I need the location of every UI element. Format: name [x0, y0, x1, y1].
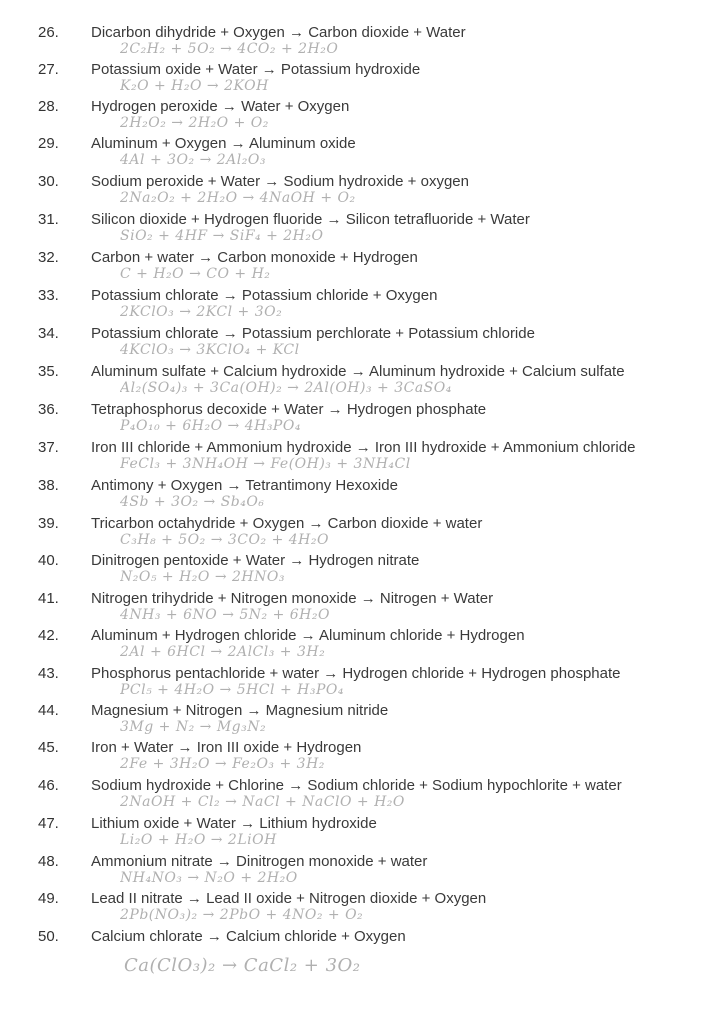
item-number: 43.: [38, 665, 59, 682]
item-prompt: Aluminum sulfate + Calcium hydroxide → Aluminum hydroxide + Calcium sulfate: [91, 363, 625, 380]
item-answer: Li₂O + H₂O → 2LiOH: [120, 832, 277, 848]
item-prompt: Potassium oxide + Water → Potassium hydroxide: [91, 61, 421, 78]
item-number: 38.: [38, 477, 59, 494]
item-33: [0, 287, 728, 325]
item-prompt: Phosphorus pentachloride + water → Hydrogen chloride + Hydrogen phosphate: [91, 665, 621, 682]
item-prompt: Hydrogen peroxide → Water + Oxygen: [91, 98, 350, 115]
item-answer: SiO₂ + 4HF → SiF₄ + 2H₂O: [120, 228, 324, 244]
item-29: [0, 135, 728, 173]
item-answer: 2C₂H₂ + 5O₂ → 4CO₂ + 2H₂O: [120, 41, 339, 57]
item-48: [0, 853, 728, 891]
item-prompt: Lead II nitrate → Lead II oxide + Nitrogen dioxide + Oxygen: [91, 890, 487, 907]
item-number: 28.: [38, 98, 59, 115]
item-number: 40.: [38, 552, 59, 569]
item-number: 33.: [38, 287, 59, 304]
item-prompt: Iron + Water → Iron III oxide + Hydrogen: [91, 739, 362, 756]
item-answer: C₃H₈ + 5O₂ → 3CO₂ + 4H₂O: [120, 532, 329, 548]
item-45: [0, 739, 728, 777]
item-prompt: Nitrogen trihydride + Nitrogen monoxide → Nitrogen + Water: [91, 590, 494, 607]
item-prompt: Antimony + Oxygen → Tetrantimony Hexoxide: [91, 477, 398, 494]
item-30: [0, 173, 728, 211]
item-50: [0, 928, 728, 988]
item-26: [0, 24, 728, 62]
item-46: [0, 777, 728, 815]
item-prompt: Lithium oxide + Water → Lithium hydroxide: [91, 815, 377, 832]
item-number: 46.: [38, 777, 59, 794]
item-37: [0, 439, 728, 477]
item-answer: 2Na₂O₂ + 2H₂O → 4NaOH + O₂: [120, 190, 356, 206]
item-prompt: Tricarbon octahydride + Oxygen → Carbon dioxide + water: [91, 515, 483, 532]
item-answer: FeCl₃ + 3NH₄OH → Fe(OH)₃ + 3NH₄Cl: [120, 456, 411, 472]
item-prompt: Tetraphosphorus decoxide + Water → Hydrogen phosphate: [91, 401, 487, 418]
item-number: 47.: [38, 815, 59, 832]
item-38: [0, 477, 728, 515]
item-answer: C + H₂O → CO + H₂: [120, 266, 271, 282]
item-answer: 2H₂O₂ → 2H₂O + O₂: [120, 115, 269, 131]
item-answer: 4Al + 3O₂ → 2Al₂O₃: [120, 152, 266, 168]
item-prompt: Aluminum + Oxygen → Aluminum oxide: [91, 135, 356, 152]
item-prompt: Dinitrogen pentoxide + Water → Hydrogen nitrate: [91, 552, 420, 569]
item-prompt: Aluminum + Hydrogen chloride → Aluminum chloride + Hydrogen: [91, 627, 525, 644]
item-answer: 2KClO₃ → 2KCl + 3O₂: [120, 304, 283, 320]
item-number: 50.: [38, 928, 59, 945]
item-prompt: Ammonium nitrate → Dinitrogen monoxide + water: [91, 853, 428, 870]
item-prompt: Sodium hydroxide + Chlorine → Sodium chloride + Sodium hypochlorite + water: [91, 777, 622, 794]
item-prompt: Dicarbon dihydride + Oxygen → Carbon dioxide + Water: [91, 24, 466, 41]
item-43: [0, 665, 728, 703]
item-number: 30.: [38, 173, 59, 190]
item-prompt: Iron III chloride + Ammonium hydroxide → Iron III hydroxide + Ammonium chloride: [91, 439, 636, 456]
item-prompt: Carbon + water → Carbon monoxide + Hydrogen: [91, 249, 418, 266]
item-answer: 4NH₃ + 6NO → 5N₂ + 6H₂O: [120, 607, 330, 623]
item-answer: 2Al + 6HCl → 2AlCl₃ + 3H₂: [120, 644, 326, 660]
item-47: [0, 815, 728, 853]
item-number: 26.: [38, 24, 59, 41]
item-number: 44.: [38, 702, 59, 719]
item-answer: NH₄NO₃ → N₂O + 2H₂O: [120, 870, 298, 886]
item-answer: 2Pb(NO₃)₂ → 2PbO + 4NO₂ + O₂: [120, 907, 364, 923]
item-prompt: Potassium chlorate → Potassium perchlorate + Potassium chloride: [91, 325, 535, 342]
item-40: [0, 552, 728, 590]
item-34: [0, 325, 728, 363]
item-39: [0, 515, 728, 553]
item-number: 48.: [38, 853, 59, 870]
item-36: [0, 401, 728, 439]
item-prompt: Calcium chlorate → Calcium chloride + Oxygen: [91, 928, 406, 945]
item-number: 34.: [38, 325, 59, 342]
item-number: 36.: [38, 401, 59, 418]
item-number: 41.: [38, 590, 59, 607]
item-answer: 2NaOH + Cl₂ → NaCl + NaClO + H₂O: [120, 794, 405, 810]
item-number: 37.: [38, 439, 59, 456]
item-answer: K₂O + H₂O → 2KOH: [120, 78, 269, 94]
item-prompt: Silicon dioxide + Hydrogen fluoride → Silicon tetrafluoride + Water: [91, 211, 530, 228]
item-number: 35.: [38, 363, 59, 380]
item-41: [0, 590, 728, 628]
item-number: 45.: [38, 739, 59, 756]
item-44: [0, 702, 728, 740]
item-35: [0, 363, 728, 401]
item-number: 27.: [38, 61, 59, 78]
item-32: [0, 249, 728, 287]
item-answer: P₄O₁₀ + 6H₂O → 4H₃PO₄: [120, 418, 301, 434]
item-answer: 4KClO₃ → 3KClO₄ + KCl: [120, 342, 300, 358]
item-42: [0, 627, 728, 665]
item-number: 31.: [38, 211, 59, 228]
item-answer: PCl₅ + 4H₂O → 5HCl + H₃PO₄: [120, 682, 344, 698]
item-prompt: Potassium chlorate → Potassium chloride + Oxygen: [91, 287, 438, 304]
item-27: [0, 61, 728, 99]
item-answer: Al₂(SO₄)₃ + 3Ca(OH)₂ → 2Al(OH)₃ + 3CaSO₄: [120, 380, 452, 396]
item-number: 39.: [38, 515, 59, 532]
item-number: 29.: [38, 135, 59, 152]
item-prompt: Sodium peroxide + Water → Sodium hydroxide + oxygen: [91, 173, 469, 190]
item-answer: 4Sb + 3O₂ → Sb₄O₆: [120, 494, 265, 510]
item-49: [0, 890, 728, 928]
item-answer: 3Mg + N₂ → Mg₃N₂: [120, 719, 267, 735]
item-answer: 2Fe + 3H₂O → Fe₂O₃ + 3H₂: [120, 756, 325, 772]
item-number: 42.: [38, 627, 59, 644]
item-prompt: Magnesium + Nitrogen → Magnesium nitride: [91, 702, 389, 719]
item-28: [0, 98, 728, 136]
item-number: 49.: [38, 890, 59, 907]
item-number: 32.: [38, 249, 59, 266]
item-answer: N₂O₅ + H₂O → 2HNO₃: [120, 569, 285, 585]
item-answer: Ca(ClO₃)₂ → CaCl₂ + 3O₂: [124, 956, 361, 976]
item-31: [0, 211, 728, 249]
